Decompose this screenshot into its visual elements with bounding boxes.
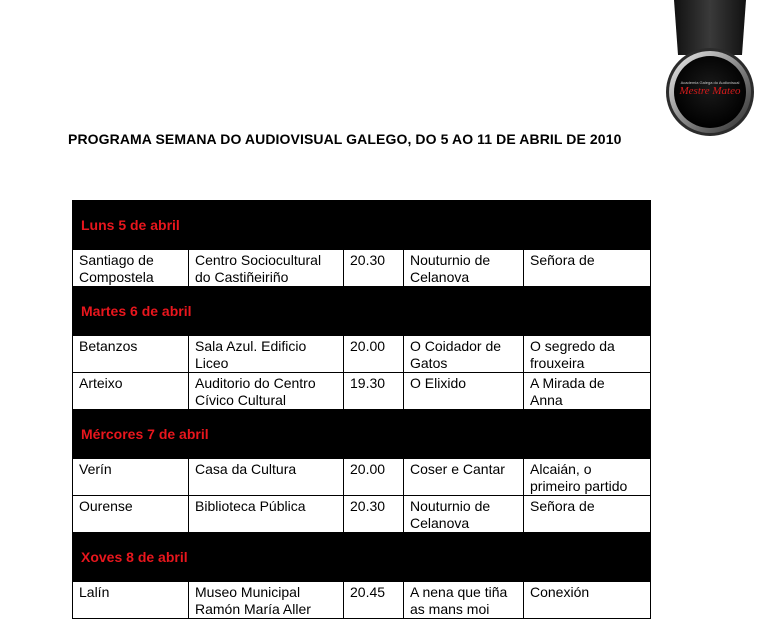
cell-film1: O Elixido <box>404 373 524 410</box>
cell-venue: Auditorio do Centro Cívico Cultural <box>189 373 344 410</box>
cell-place: Arteixo <box>73 373 189 410</box>
cell-place: Verín <box>73 459 189 496</box>
cell-place: Lalín <box>73 582 189 619</box>
day-header-row <box>73 533 651 582</box>
event-row <box>73 373 651 410</box>
cell-film1: Nouturnio de Celanova <box>404 496 524 533</box>
cell-time: 20.30 <box>344 496 404 533</box>
cell-time: 19.30 <box>344 373 404 410</box>
day-header: Mércores 7 de abril <box>73 410 651 459</box>
cell-venue: Biblioteca Pública <box>189 496 344 533</box>
day-header-row <box>73 201 651 250</box>
cell-venue: Centro Sociocultural do Castiñeiriño <box>189 250 344 287</box>
cell-time: 20.00 <box>344 459 404 496</box>
cell-film1: Coser e Cantar <box>404 459 524 496</box>
cell-film1: O Coidador de Gatos <box>404 336 524 373</box>
event-row <box>73 336 651 373</box>
cell-place: Ourense <box>73 496 189 533</box>
cell-place: Santiago de Compostela <box>73 250 189 287</box>
day-header-row <box>73 287 651 336</box>
event-row <box>73 250 651 287</box>
mestre-mateo-logo <box>662 0 759 140</box>
event-row <box>73 459 651 496</box>
cell-film1: Nouturnio de Celanova <box>404 250 524 287</box>
cell-venue: Museo Municipal Ramón María Aller <box>189 582 344 619</box>
logo-title: Mestre Mateo <box>679 85 741 97</box>
cell-film2: Alcaián, o primeiro partido <box>524 459 651 496</box>
program-table <box>72 200 651 619</box>
cell-venue: Casa da Cultura <box>189 459 344 496</box>
day-header: Luns 5 de abril <box>73 201 651 250</box>
cell-film2: O segredo da frouxeira <box>524 336 651 373</box>
cell-venue: Sala Azul. Edificio Liceo <box>189 336 344 373</box>
cell-time: 20.00 <box>344 336 404 373</box>
cell-place: Betanzos <box>73 336 189 373</box>
cell-time: 20.45 <box>344 582 404 619</box>
logo-small-text: Academia Galega do Audiovisual <box>680 80 740 85</box>
event-row <box>73 496 651 533</box>
page-title: PROGRAMA SEMANA DO AUDIOVISUAL GALEGO, DO 5 AO 11 DE ABRIL DE 2010 <box>68 131 622 147</box>
event-row <box>73 582 651 619</box>
cell-film2: A Mirada de Anna <box>524 373 651 410</box>
day-header: Xoves 8 de abril <box>73 533 651 582</box>
cell-film2: Conexión <box>524 582 651 619</box>
cell-film1: A nena que tiña as mans moi <box>404 582 524 619</box>
cell-film2: Señora de <box>524 496 651 533</box>
day-header: Martes 6 de abril <box>73 287 651 336</box>
cell-time: 20.30 <box>344 250 404 287</box>
day-header-row <box>73 410 651 459</box>
cell-film2: Señora de <box>524 250 651 287</box>
